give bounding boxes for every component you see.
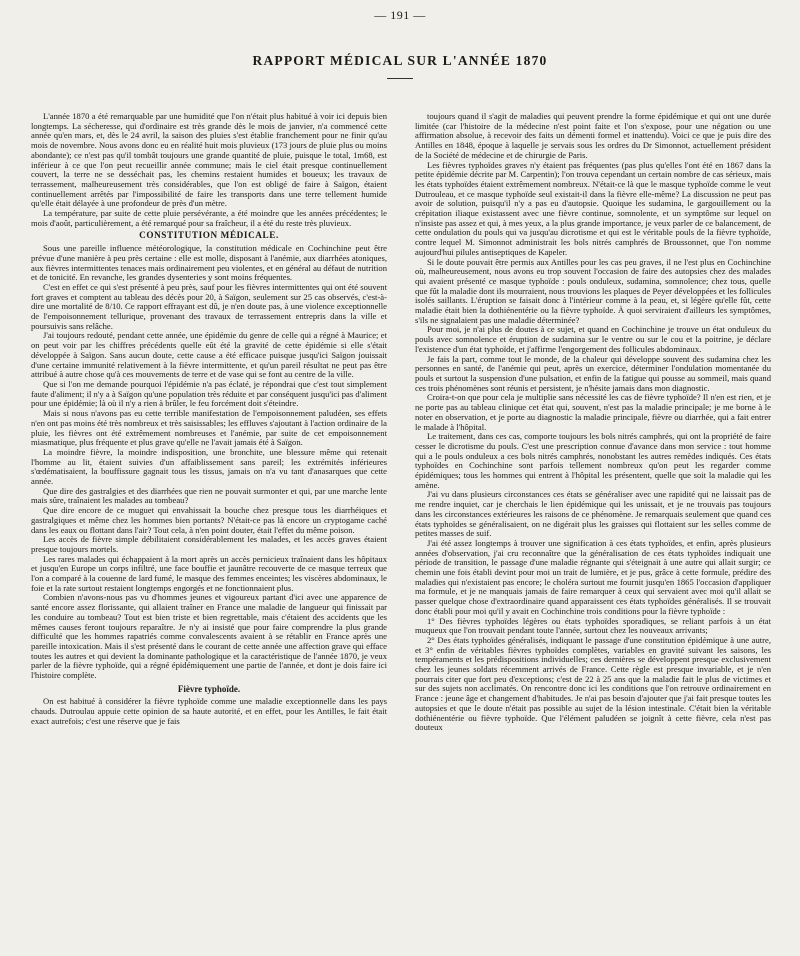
page-title: RAPPORT MÉDICAL SUR L'ANNÉE 1870 xyxy=(252,53,548,68)
paragraph: Combien n'avons-nous pas vu d'hommes jeunes et vigoureux partant d'ici avec une apparence de santé encore assez florissante, qui allaient traîner en France une maladie de langueur qui finissait par les conduire au tombeau? Tout est bien triste et bien regrettable, mais c'étaient des accidents que les mêmes causes feront toujours reparaître. Je n'y ai insisté que pour faire comprendre la plus grande difficulté que les hommes rapatriés comme convalescents avaient à se rétablir en France après une pareille intoxication. Mais il s'est présenté dans le courant de cette année une affection grave qui efface toutes les autres et qui devient la dominante pathologique et la caractéristique de l'année 1870, je veux parler de la fièvre typhoïde, qui a régné épidémiquement une partie de l'année, et dont je dois faire ici l'histoire complète. xyxy=(31,592,387,681)
paragraph: Mais si nous n'avons pas eu cette terrible manifestation de l'empoisonnement paludéen, ses effets n'en ont pas moins été très nombreux et très saisissables; les effluves s'ajoutant à l'action ordinaire de la pluie, les fièvres ont été extrêmement nombreuses et l'anémie, par suite de cet empoisonnement miasmatique, plus fréquente et plus grave qu'elle ne l'avait jamais été à Saïgon. xyxy=(31,408,387,448)
paragraph: Le traitement, dans ces cas, comporte toujours les bols nitrés camphrés, qui ont la propriété de faire cesser le dicrotisme du pouls. C'est une prescription connue d'avance dans mon service : tout homme qui a le pouls onduleux a ces bols nitrés camphrés, nonobstant les autres remèdes indiqués. Ces états typhoïdes en Cochinchine sont parfois tellement nombreux qu'on peut les regarder comme épidémiques; tous les hommes qui entrent à l'hôpital les présentent, quelle que soit la maladie qui les amène. xyxy=(415,431,771,490)
paragraph: L'année 1870 a été remarquable par une humidité que l'on n'était plus habitué à voir ici depuis bien longtemps. La sécheresse, qui d'ordinaire est très grande dès le mois de janvier, n'a commencé cette année qu'en mars, et, dès le 24 avril, la saison des pluies s'est établie franchement pour ne finir qu'au mois de novembre. Nous avons donc eu en réalité huit mois pluvieux (173 jours de pluie plus ou moins abondante); ce n'est pas qu'il tombât toujours une grande quantité de pluie, puisque le total, 1m68, est inférieur à ce que l'on peut recueillir année commune; mais le ciel était presque continuellement couvert, la terre ne se desséchait pas, les chemins restaient humides et boueux; les travaux de terrassement, malheureusement très considérables, que l'on est obligé de faire à Saïgon, étaient continuellement arrêtés par l'impossibilité de faire les transports dans une terre tellement humide qu'elle était délayée à une profondeur de près d'un mètre. xyxy=(31,112,387,209)
paragraph: Sous une pareille influence météorologique, la constitution médicale en Cochinchine peut être prévue d'une manière à peu près certaine : elle est molle, disposant à l'anémie, aux diarrhées atoniques, aux fièvres intermittentes tenaces mais ordinairement peu violentes, et en général au défaut de nutrition et de tonicité. En revanche, les grandes dysenteries y sont moins fréquentes. xyxy=(31,243,387,283)
paragraph: Je fais la part, comme tout le monde, de la chaleur qui développe souvent des sudamina chez les personnes en santé, de l'anémie qui peut, après un exercice, déterminer l'ondulation momentanée du pouls et surtout la suspension d'une pulsation, et enfin de la fatigue qui pousse au sommeil, mais quand ces trois phénomènes sont réunis et persistent, je n'hésite jamais dans mon diagnostic. xyxy=(415,353,771,393)
title-rule xyxy=(387,78,413,79)
paragraph: Pour moi, je n'ai plus de doutes à ce sujet, et quand en Cochinchine je trouve un état onduleux du pouls avec somnolence et éruption de sudamina sur le ventre ou sur le cou et la poitrine, je déclare l'existence d'un état typhoïde, et j'affirme l'engorgement des follicules abdominaux. xyxy=(415,324,771,354)
paragraph: J'ai vu dans plusieurs circonstances ces états se généraliser avec une rapidité qui ne laissait pas de me rendre inquiet, car je cherchais le lien épidémique qui les unissait, et je ne trouvais pas toujours dans les circonstances extérieures les raisons de ce phénomène. Je remarquais seulement que quand ces états typhoïdes se généralisaient, on ne digérait plus les graisses qui flottaient sur les selles comme de petites masses de suif. xyxy=(415,489,771,539)
paragraph: La moindre fièvre, la moindre indisposition, une bronchite, une blessure même qui retenait l'homme au lit, étaient suivies d'un affaiblissement sans pareil; les extrémités inférieures s'œdématisaient, la bouffissure gagnait tous les tissus, jamais on n'a vu tant d'anasarques que cette année. xyxy=(31,446,387,487)
paragraph: On est habitué à considérer la fièvre typhoïde comme une maladie exceptionnelle dans les pays chauds. Dutroulau appuie cette opinion de sa haute autorité, et en effet, pour les Antilles, le fait était exact autrefois; c'est une réserve que je fais xyxy=(31,696,387,726)
paragraph: Les fièvres typhoïdes graves n'y étaient pas fréquentes (pas plus qu'elles l'ont été en 1867 dans la petite épidémie décrite par M. Carpentin); l'on trouva cependant un certain nombre de cas sérieux, mais les états typhoïdes étaient extrêmement nombreux. N'était-ce là que le masque typhoïde comme le veut Dutrouleau, et ce masque typhoïde seul existait-il dans la fièvre elle-même? La discussion ne peut pas avoir de solution, puisqu'il n'y a pas eu d'autopsie. Quoique les sudamina, le gargouillement ou la crépitation iliaque existassent avec une fièvre continue, somnolente, et un symptôme sur lequel on n'insiste pas assez et qui, à mes yeux, a la plus grande importance, je veux parler de ce balancement, de cette ondulation du pouls qui va jusqu'au dicrotisme et qui est le véritable pouls de la fièvre typhoïde, contre lequel M. Simonnot administrait les bols nitrés camphrés de Broussonnet, que l'on nomme aujourd'hui pilules antiseptiques de Kapeler. xyxy=(415,159,771,257)
left-column xyxy=(31,112,387,942)
paragraph: J'ai toujours redouté, pendant cette année, une épidémie du genre de celle qui a régné à Maurice; et on peut voir par les chiffres précédents quelle eût été la gravité de cette épidémie si elle s'était développée à Saïgon. Sans aucun doute, cette cause a été efficace puisque jusqu'ici Saïgon jouissait d'une certaine immunité relativement à la fièvre intermittente, et qu'un pareil résultat ne peut pas être attribué à autre chose qu'à ces mouvements de terre et de vase qui se font au centre de la ville. xyxy=(31,330,387,380)
right-column xyxy=(415,112,771,942)
paragraph: La température, par suite de cette pluie persévérante, a été moindre que les années précédentes; le mois d'août, particulièrement, a été remarqué pour sa fraîcheur, il a été du reste très pluvieux. xyxy=(31,208,387,228)
section-heading: Fièvre typhoïde. xyxy=(177,683,241,694)
paragraph: Si le doute pouvait être permis aux Antilles pour les cas peu graves, il ne l'est plus en Cochinchine où, malheureusement, nous avons eu trop souvent l'occasion de faire des autopsies chez des malades qui avaient présenté ce masque typhoïde : pouls onduleux, sudamina, somnolence; chez tous, quelle que fût la maladie dont ils mourraient, nous trouvions les plaques de Peyer développées et les follicules isolés saillants. L'éruption se faisait donc à l'intérieur comme à la peau, et, si légère qu'elle fût, cette maladie était bien la dothiénentérie ou la fièvre typhoïde. À quoi serviraient d'ailleurs les symptômes, s'ils ne signalaient pas une maladie déterminée? xyxy=(415,256,771,325)
paragraph: toujours quand il s'agit de maladies qui peuvent prendre la forme épidémique et qui ont une durée limitée (car l'histoire de la médecine n'est point faite et l'on s'expose, pour une négation ou une affirmation absolue, à recevoir des faits un démenti formel et inattendu). Voici ce que je puis dire des Antilles en 1848, époque à laquelle je servais sous les ordres du Dr Simonnot, actuellement président de la Société de médecine et de chirurgie de Paris. xyxy=(415,112,771,160)
paragraph: C'est en effet ce qui s'est présenté à peu près, sauf pour les fièvres intermittentes qui ont été souvent fort graves et comptent au tableau des décès pour 20, à Saïgon, seulement sur 25 cas observés, c'est-à-dire une mortalité de 8/10. Ce rapport effrayant est dû, je n'en doute pas, à une violence exceptionnelle de l'empoisonnement tellurique, provenant des travaux de terrassement entrepris dans la ville et poursuivis sans relâche. xyxy=(31,281,387,331)
paragraph: Les accès de fièvre simple débilitaient considérablement les malades, et les accès graves étaient presque toujours mortels. xyxy=(31,534,387,554)
paragraph: Que dire encore de ce muguet qui envahissait la bouche chez presque tous les diarrhéiques et gastralgiques et même chez les hommes bien portants? N'était-ce pas là encore un cryptogame caché dans les eaux ou flottant dans l'air? Tout cela, à n'en point douter, était l'effet du même poison. xyxy=(31,505,387,535)
paragraph: Que dire des gastralgies et des diarrhées que rien ne pouvait surmonter et qui, par une marche lente mais sûre, traînaient les malades au tombeau? xyxy=(31,485,387,506)
paragraph: J'ai été assez longtemps à trouver une signification à ces états typhoïdes, et enfin, après plusieurs années d'observation, j'ai cru reconnaître que la généralisation de ces états typhoïdes indiquait une période de transition, le passage d'une maladie régnante qui s'éteignait à une autre qui allait surgir; ce chemin une fois établi devint pour moi un trait de lumière, et je pus, grâce à cette formule, prédire des maladies qui n'existaient pas encore; le choléra surtout me fournit jusqu'en 1865 l'occasion d'appliquer ma formule, et je ne manquais jamais de faire remarquer à ceux qui servaient avec moi qu'il allait se passer quelque chose d'extraordinaire quand apparaissent ces états typhoïdes généralisés. Il se trouvait donc établi pour moi qu'il y avait en Cochinchine trois conditions pour la fièvre typhoïde : xyxy=(415,537,771,616)
paragraph: Les rares malades qui échappaient à la mort après un accès pernicieux traînaient dans les hôpitaux et jusqu'en Europe un corps infiltré, une face bouffie et jaunâtre recouverte de ce masque terreux que l'on a comparé à la couenne de lard fumé, le masque des femmes enceintes; les viscères abdominaux, le foie et la rate surtout restaient longtemps engorgés et ne fonctionnaient plus. xyxy=(31,553,387,593)
paragraph: Que si l'on me demande pourquoi l'épidémie n'a pas éclaté, je répondrai que c'est tout simplement faute d'aliment; il n'y a à Saïgon qu'une population très réduite et par conséquent jusqu'ici pas d'aliment pour une épidémie; là où il n'y a rien à brûler, le feu forcément doit s'éteindre. xyxy=(31,378,387,409)
section-heading: CONSTITUTION MÉDICALE. xyxy=(139,230,279,241)
paragraph: Croira-t-on que pour cela je multiplie sans nécessité les cas de fièvre typhoïde? Il n'en est rien, et je ne porte pas au tableau clinique cet état qui, souvent, n'est pas la maladie principale; je me borne à le noter en observation, et je porte au diagnostic la maladie principale, fièvre ou diarrhée, qui a fait entrer le malade à l'hôpital. xyxy=(415,392,771,432)
page-number: — 191 — xyxy=(374,8,426,22)
paragraph: 1° Des fièvres typhoïdes légères ou états typhoïdes sporadiques, se reliant parfois à un état muqueux que l'on trouvait pendant toute l'année, surtout chez les nouveaux arrivants; xyxy=(415,615,771,636)
paragraph: 2° Des états typhoïdes généralisés, indiquant le passage d'une constitution épidémique à une autre, et 3° enfin de véritables fièvres typhoïdes complètes, variables en gravité suivant les saisons, les tempéraments et les prédispositions individuelles; ces dernières se développent presque exclusivement chez les jeunes soldats récemment arrivés de France. Cette règle est presque invariable, et je n'en pourrais citer que fort peu d'exceptions; c'est de 22 à 25 ans que la maladie fait le plus de victimes et sur des sujets non acclimatés. On rencontre donc ici les conditions que l'on retrouve ordinairement en France : jeune âge et changement d'habitudes. Je n'ai pas besoin d'ajouter que j'ai fait presque toutes les autopsies et que le doute n'était pas possible au sujet de la lésion intestinale. C'était bien la véritable dothiénentérie ou fièvre typhoïde. Que l'élément paludéen se joignît à cette fièvre, cela n'est pas douteux xyxy=(415,634,771,733)
